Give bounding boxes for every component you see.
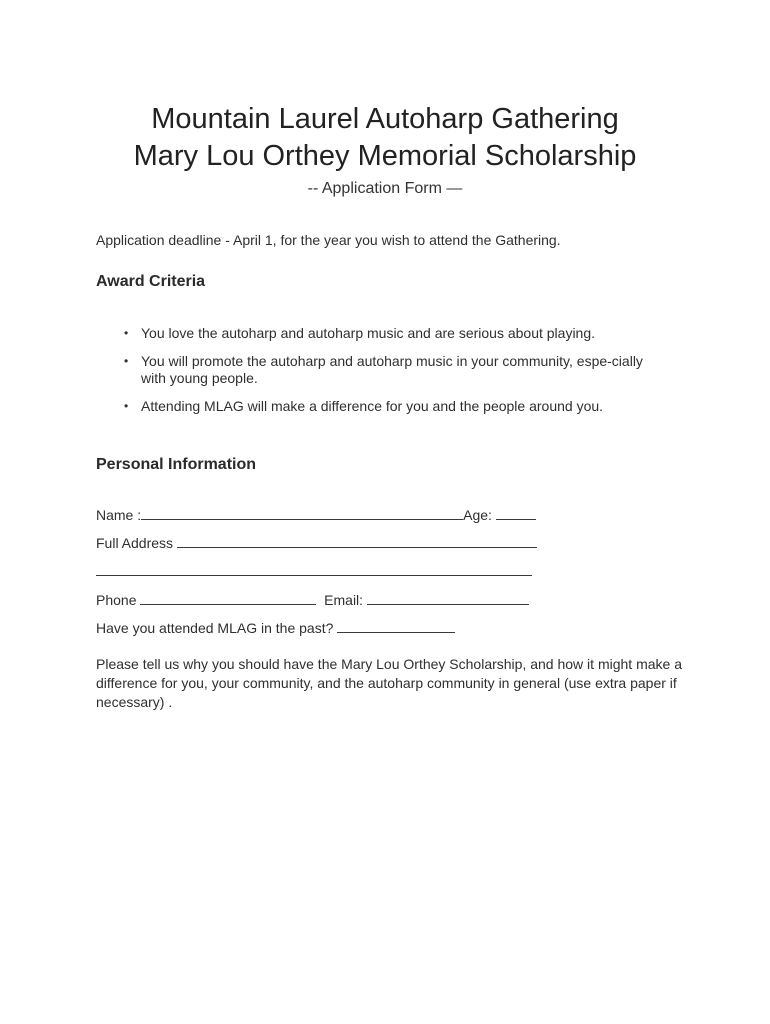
criteria-item (122, 325, 662, 342)
award-criteria-heading: Award Criteria (96, 273, 206, 290)
document-title-line-2: Mary Lou Orthey Memorial Scholarship (133, 140, 637, 172)
age-field[interactable] (496, 505, 536, 520)
essay-prompt: Please tell us why you should have the Mary Lou Orthey Scholarship, and how it might make a difference for you, your community, and the autoharp community in general (use extra paper if necessary) . (96, 656, 682, 710)
criteria-item-text: You will promote the autoharp and autoharp music in your community, espe-cially with young people. (141, 353, 643, 386)
criteria-item-text: Attending MLAG will make a difference for you and the people around you. (141, 398, 604, 414)
criteria-item (122, 353, 662, 387)
attended-field[interactable] (337, 618, 455, 633)
phone-field[interactable] (140, 590, 316, 605)
address-field-line-2[interactable] (96, 561, 532, 576)
criteria-item-text: You love the autoharp and autoharp music and are serious about playing. (141, 325, 596, 341)
document-subtitle: -- Application Form — (307, 180, 463, 197)
award-criteria-list (122, 325, 662, 426)
address-field-line-1[interactable] (177, 533, 537, 548)
address-row (96, 533, 537, 553)
attended-label: Have you attended MLAG in the past? (96, 620, 334, 636)
bullet-icon: • (124, 354, 129, 368)
application-deadline: Application deadline - April 1, for the year you wish to attend the Gathering. (96, 232, 561, 248)
address-row-continued (96, 561, 532, 581)
criteria-item (122, 398, 662, 415)
attended-row (96, 618, 455, 638)
phone-label: Phone (96, 592, 137, 608)
name-field[interactable] (141, 505, 463, 520)
phone-email-row (96, 590, 529, 610)
document-title-line-1: Mountain Laurel Autoharp Gathering (151, 103, 619, 135)
age-label: Age: (463, 507, 492, 523)
name-label: Name : (96, 507, 142, 523)
email-label: Email: (324, 592, 364, 608)
address-label: Full Address (96, 535, 174, 551)
bullet-icon: • (124, 399, 129, 413)
name-age-row (96, 505, 536, 525)
bullet-icon: • (124, 326, 129, 340)
email-field[interactable] (367, 590, 529, 605)
personal-information-heading: Personal Information (96, 456, 257, 473)
